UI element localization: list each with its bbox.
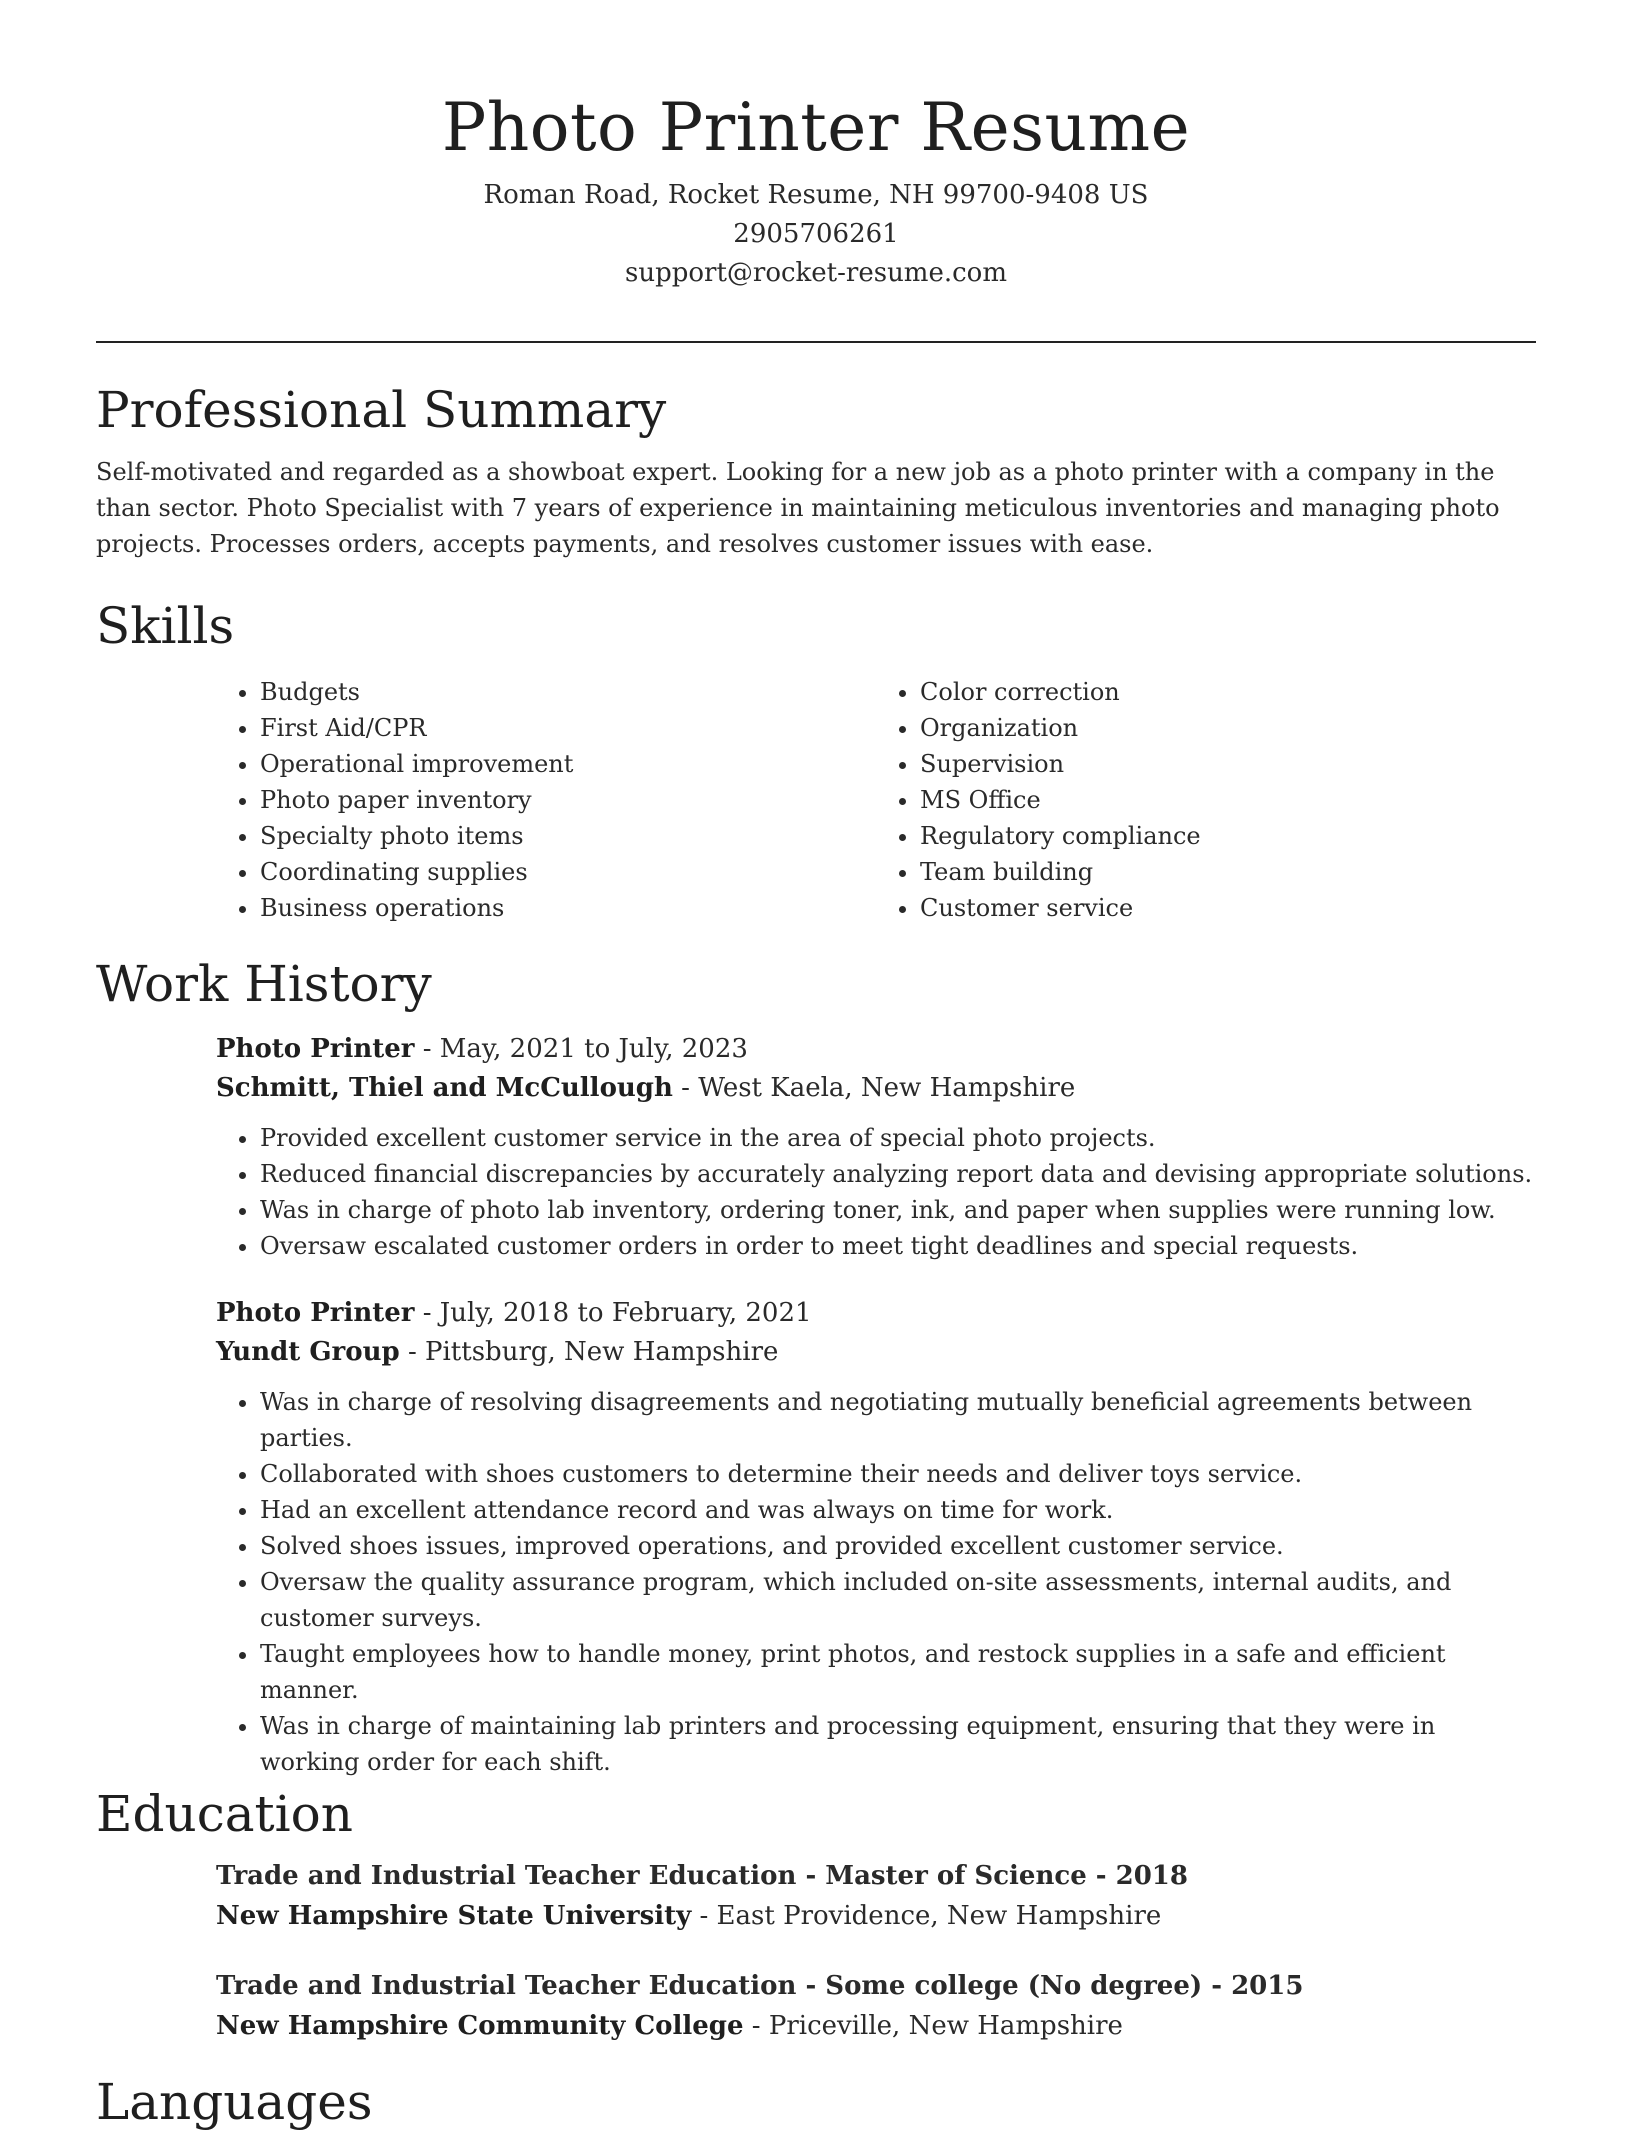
job-bullet: • Reduced financial discrepancies by accurately analyzing report data and devising appropriate solutions. bbox=[260, 1156, 1536, 1192]
skills-left-list bbox=[216, 674, 876, 926]
education-school: New Hampshire Community College bbox=[216, 2011, 744, 2041]
job-title-line bbox=[216, 1294, 1536, 1333]
education-location: - East Providence, New Hampshire bbox=[691, 1901, 1162, 1931]
skill-item: • Color correction bbox=[920, 674, 1536, 710]
skills-section bbox=[96, 594, 1536, 926]
education-degree: Trade and Industrial Teacher Education - Some college (No degree) - 2015 bbox=[216, 1971, 1304, 2001]
job-bullets bbox=[216, 1120, 1536, 1264]
email: support@rocket-resume.com bbox=[624, 258, 1007, 288]
skill-item: • Organization bbox=[920, 710, 1536, 746]
job-company-line bbox=[216, 1069, 1536, 1108]
education-list bbox=[216, 1856, 1536, 2046]
education-section bbox=[96, 1782, 1536, 2046]
job-bullet: • Was in charge of resolving disagreements and negotiating mutually beneficial agreements between parties. bbox=[260, 1384, 1536, 1456]
work-history-heading: Work History bbox=[96, 955, 432, 1013]
education-entry bbox=[216, 1966, 1536, 2046]
job-company: Schmitt, Thiel and McCullough bbox=[216, 1073, 673, 1103]
skills-columns bbox=[216, 674, 1536, 926]
skill-item: • Business operations bbox=[260, 890, 876, 926]
job-location: - West Kaela, New Hampshire bbox=[672, 1073, 1076, 1103]
job-bullet: • Was in charge of photo lab inventory, ordering toner, ink, and paper when supplies were running low. bbox=[260, 1192, 1536, 1228]
phone: 2905706261 bbox=[733, 219, 899, 249]
job-bullet: • Oversaw escalated customer orders in order to meet tight deadlines and special requests. bbox=[260, 1228, 1536, 1264]
job-bullet: • Solved shoes issues, improved operations, and provided excellent customer service. bbox=[260, 1528, 1536, 1564]
job-bullet: • Collaborated with shoes customers to determine their needs and deliver toys service. bbox=[260, 1456, 1536, 1492]
job-company-line bbox=[216, 1333, 1536, 1372]
resume-title: Photo Printer Resume bbox=[441, 89, 1191, 166]
job-company: Yundt Group bbox=[216, 1337, 400, 1367]
summary-heading: Professional Summary bbox=[96, 381, 667, 439]
job-bullet: • Had an excellent attendance record and was always on time for work. bbox=[260, 1492, 1536, 1528]
job-bullet: • Oversaw the quality assurance program, which included on-site assessments, internal audits, and customer surveys. bbox=[260, 1564, 1536, 1636]
job-title: Photo Printer bbox=[216, 1034, 415, 1064]
education-heading: Education bbox=[96, 1785, 353, 1843]
job-title-line bbox=[216, 1030, 1536, 1069]
languages-heading: Languages bbox=[96, 2073, 373, 2131]
summary-text: Self-motivated and regarded as a showboat expert. Looking for a new job as a photo printer with a company in the than sector. Photo Specialist with 7 years of experience in maintaining meticulous inventories and managing photo projects. Processes orders, accepts payments, and resolves customer issues with ease. bbox=[96, 458, 1500, 558]
education-school-line bbox=[216, 2006, 1536, 2046]
resume-header bbox=[96, 80, 1536, 293]
skills-right-list bbox=[876, 674, 1536, 926]
skill-item: • Coordinating supplies bbox=[260, 854, 876, 890]
job-bullet: • Taught employees how to handle money, print photos, and restock supplies in a safe and efficient manner. bbox=[260, 1636, 1536, 1708]
contact-info bbox=[96, 176, 1536, 293]
skill-item: • First Aid/CPR bbox=[260, 710, 876, 746]
education-entry bbox=[216, 1856, 1536, 1936]
education-location: - Priceville, New Hampshire bbox=[743, 2011, 1123, 2041]
education-school: New Hampshire State University bbox=[216, 1901, 692, 1931]
work-history-section bbox=[96, 952, 1536, 1780]
header-divider bbox=[96, 341, 1536, 343]
job-list bbox=[216, 1030, 1536, 1780]
job-bullet: • Was in charge of maintaining lab printers and processing equipment, ensuring that they were in working order for each shift. bbox=[260, 1708, 1536, 1780]
summary-section bbox=[96, 378, 1536, 562]
skill-item: • Supervision bbox=[920, 746, 1536, 782]
skill-item: • Specialty photo items bbox=[260, 818, 876, 854]
languages-section bbox=[96, 2070, 1536, 2134]
education-school-line bbox=[216, 1896, 1536, 1936]
job-entry bbox=[216, 1030, 1536, 1264]
job-title: Photo Printer bbox=[216, 1298, 415, 1328]
job-dates: - July, 2018 to February, 2021 bbox=[414, 1298, 812, 1328]
skill-item: • Customer service bbox=[920, 890, 1536, 926]
job-entry bbox=[216, 1294, 1536, 1780]
job-bullet: • Provided excellent customer service in the area of special photo projects. bbox=[260, 1120, 1536, 1156]
education-degree: Trade and Industrial Teacher Education - Master of Science - 2018 bbox=[216, 1861, 1188, 1891]
skill-item: • Photo paper inventory bbox=[260, 782, 876, 818]
skill-item: • Team building bbox=[920, 854, 1536, 890]
skill-item: • Operational improvement bbox=[260, 746, 876, 782]
job-bullets bbox=[216, 1384, 1536, 1780]
skill-item: • Budgets bbox=[260, 674, 876, 710]
skills-heading: Skills bbox=[96, 597, 235, 655]
skill-item: • MS Office bbox=[920, 782, 1536, 818]
address: Roman Road, Rocket Resume, NH 99700-9408 US bbox=[483, 180, 1149, 210]
job-dates: - May, 2021 to July, 2023 bbox=[414, 1034, 748, 1064]
skill-item: • Regulatory compliance bbox=[920, 818, 1536, 854]
job-location: - Pittsburg, New Hampshire bbox=[399, 1337, 779, 1367]
